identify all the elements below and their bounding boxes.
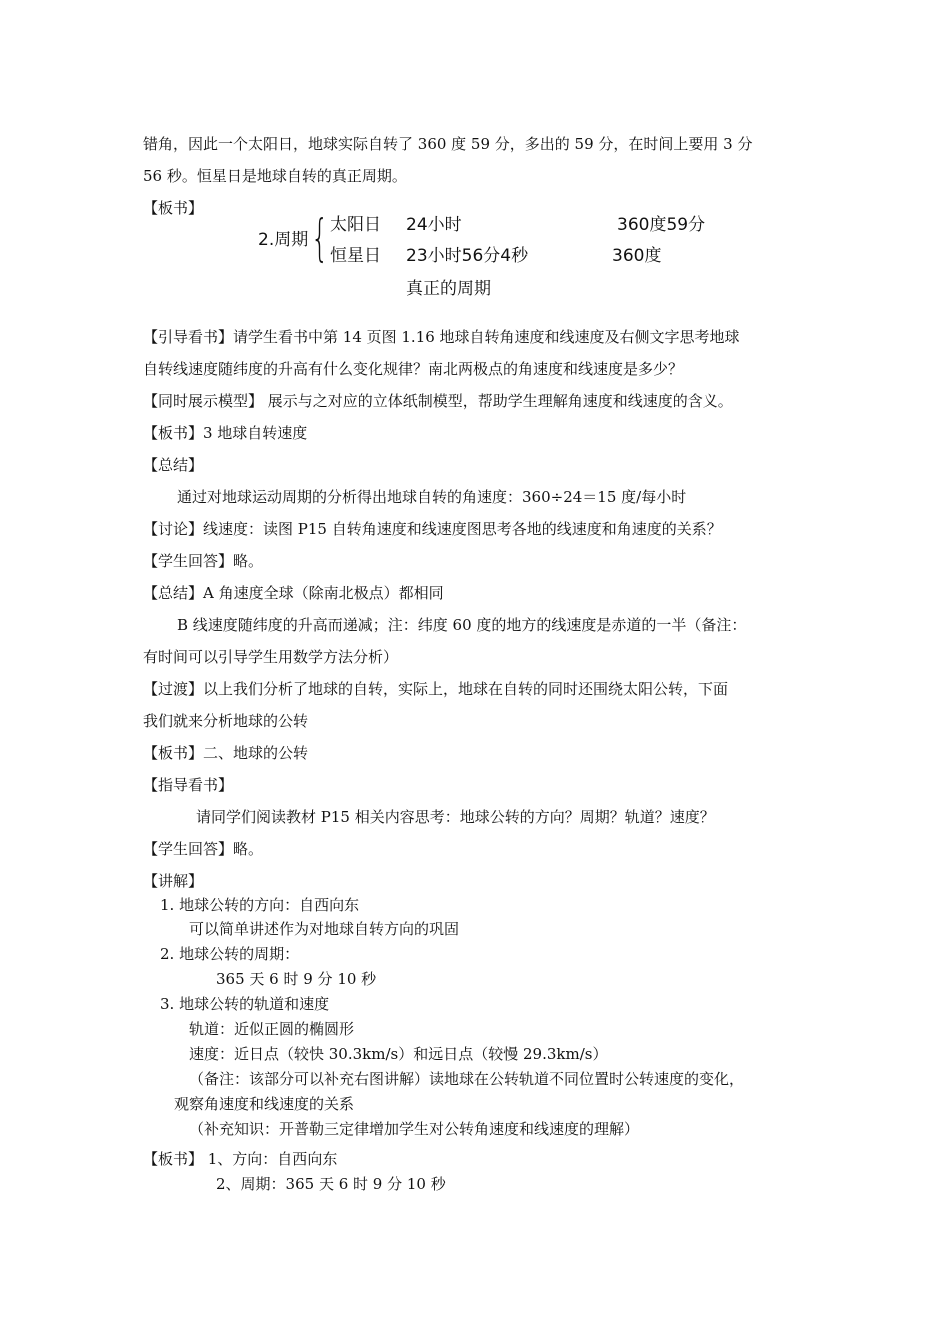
text-line: 【同时展示模型】 展示与之对应的立体纸制模型，帮助学生理解角速度和线速度的含义。 [143, 392, 733, 410]
solar-day-angle: 360度59分 [617, 215, 706, 235]
list-item: 1. 地球公转的方向：自西向东 [160, 896, 360, 914]
sidereal-day-angle: 360度 [612, 246, 662, 266]
text-line: 【学生回答】略。 [143, 552, 264, 570]
solar-day-name: 太阳日 [330, 215, 381, 235]
list-item: 3. 地球公转的轨道和速度 [160, 995, 330, 1013]
text-line: 观察角速度和线速度的关系 [174, 1095, 355, 1113]
text-line: 通过对地球运动周期的分析得出地球自转的角速度：360÷24＝15 度/每小时 [177, 488, 687, 506]
text-line: 错角，因此一个太阳日，地球实际自转了 360 度 59 分，多出的 59 分，在时间上要用 3 分 [143, 135, 753, 153]
true-period-note: 真正的周期 [406, 279, 491, 299]
text-line: 【指导看书】 [143, 776, 234, 794]
text-line: 我们就来分析地球的公转 [143, 712, 309, 730]
text-line: 速度：近日点（较快 30.3km/s）和远日点（较慢 29.3km/s） [189, 1045, 608, 1063]
text-line: 有时间可以引导学生用数学方法分析） [143, 648, 399, 666]
diagram-label: 2.周期 [258, 230, 309, 250]
text-line: 可以简单讲述作为对地球自转方向的巩固 [189, 920, 460, 938]
text-line: 请同学们阅读教材 P15 相关内容思考：地球公转的方向？周期？轨道？速度？ [196, 808, 715, 826]
text-line: 【引导看书】请学生看书中第 14 页图 1.16 地球自转角速度和线速度及右侧文字思考地球 [143, 328, 740, 346]
text-line: （补充知识：开普勒三定律增加学生对公转角速度和线速度的理解） [189, 1120, 640, 1138]
sidereal-day-time: 23小时56分4秒 [406, 246, 529, 266]
text-line: 自转线速度随纬度的升高有什么变化规律？南北两极点的角速度和线速度是多少？ [143, 360, 684, 378]
text-line: 365 天 6 时 9 分 10 秒 [216, 970, 377, 988]
board-heading: 【板书】 [143, 199, 204, 217]
list-item: 2. 地球公转的周期： [160, 945, 300, 963]
text-line: 【板书】 1、方向：自西向东 [143, 1150, 338, 1168]
text-line: 【板书】二、地球的公转 [143, 744, 309, 762]
text-line: 【总结】 [143, 456, 204, 474]
brace-icon: { [311, 209, 329, 267]
text-line: 【板书】3 地球自转速度 [143, 424, 308, 442]
text-line: 56 秒。恒星日是地球自转的真正周期。 [143, 167, 407, 185]
text-line: 轨道：近似正圆的椭圆形 [189, 1020, 355, 1038]
text-line: 【讲解】 [143, 872, 204, 890]
text-line: 【学生回答】略。 [143, 840, 264, 858]
text-line: （备注：该部分可以补充右图讲解）读地球在公转轨道不同位置时公转速度的变化， [189, 1070, 745, 1088]
solar-day-time: 24小时 [406, 215, 462, 235]
sidereal-day-name: 恒星日 [330, 246, 381, 266]
text-line: 【过渡】以上我们分析了地球的自转，实际上，地球在自转的同时还围绕太阳公转，下面 [143, 680, 729, 698]
text-line: 2、周期：365 天 6 时 9 分 10 秒 [216, 1175, 446, 1193]
text-line: 【总结】A 角速度全球（除南北极点）都相同 [143, 584, 444, 602]
text-line: B 线速度随纬度的升高而递减；注：纬度 60 度的地方的线速度是赤道的一半（备注： [177, 616, 747, 634]
text-line: 【讨论】线速度：读图 P15 自转角速度和线速度图思考各地的线速度和角速度的关系？ [143, 520, 722, 538]
